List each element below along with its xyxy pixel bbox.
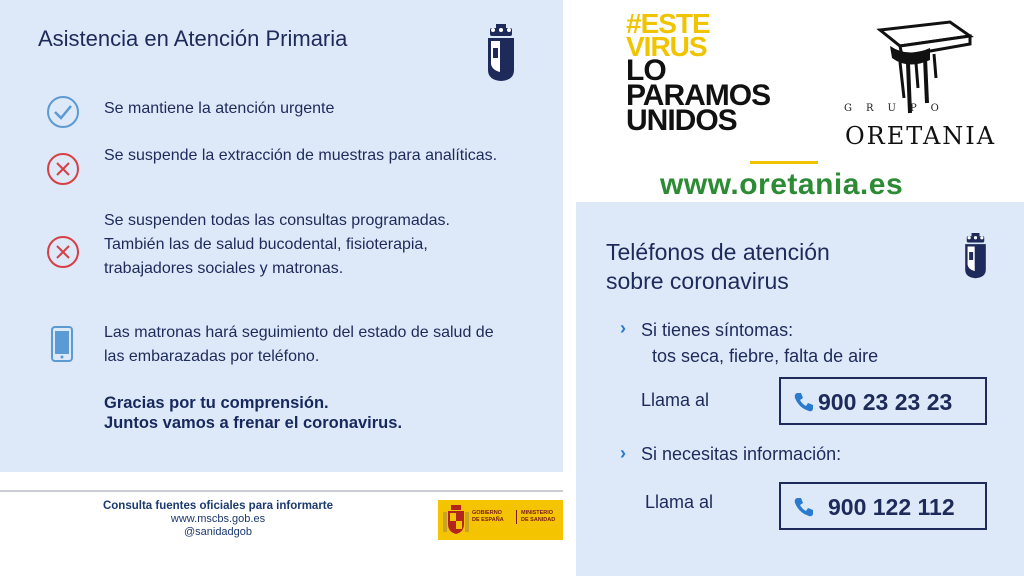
chevron-right-icon: › [620,318,626,338]
slogan-line: #ESTE [626,8,710,39]
footer-url[interactable]: www.mscbs.gob.es [170,513,266,525]
footer-handle[interactable]: @sanidadgob [183,526,253,538]
call-label: Llama al [645,492,714,512]
government-name [472,510,504,524]
slogan-line: VIRUS [626,31,707,62]
list-item: Se suspende la extracción de muestras para analíticas. [104,147,498,164]
panel-title [606,238,830,296]
accent-divider [750,161,818,164]
phone-number: 900 23 23 23 [818,389,953,415]
slogan-line: LO [626,54,666,87]
spain-coat-of-arms-icon [442,504,470,536]
grupo-label: GRUPO [844,103,953,114]
thanks-line: Gracias por tu comprensión. [104,394,329,412]
list-item: Se mantiene la atención urgente [104,100,335,117]
title-line: sobre coronavirus [606,268,789,294]
brand-name: ORETANIA [845,122,997,150]
ministry-line: MINISTERIO [521,510,554,516]
chevron-right-icon: › [620,443,626,463]
check-circle-icon [46,95,80,129]
symptoms-detail: tos seca, fiebre, falta de aire [652,346,879,366]
call-label: Llama al [641,390,710,410]
official-sources-footer [88,500,348,538]
symptoms-label: Si tienes síntomas: [641,320,794,340]
x-circle-icon [46,152,80,186]
ministry-name [516,510,555,524]
footer-title: Consulta fuentes oficiales para informarte [102,500,334,512]
info-label: Si necesitas información: [641,444,842,464]
thanks-message [104,393,402,433]
castilla-la-mancha-crest-icon [963,233,988,279]
website-link[interactable]: www.oretania.es [660,168,904,201]
phone-number-box[interactable] [779,482,987,530]
panel-title: Asistencia en Atención Primaria [38,26,348,51]
gov-line: DE ESPAÑA [472,517,504,523]
campaign-slogan [626,8,771,137]
phone-icon [793,496,815,518]
castilla-la-mancha-crest-icon [486,24,516,82]
government-of-spain-logo [438,500,563,540]
gov-line: GOBIERNO [472,510,502,516]
list-item: Se suspenden todas las consultas programadas. También las de salud bucodental, fisioterapia, trabajadores sociales y matronas. [104,212,450,277]
footer-divider [0,490,563,492]
phone-number-box[interactable] [779,377,987,425]
x-circle-icon [46,235,80,269]
slogan-line: UNIDOS [626,104,737,137]
phone-icon [793,391,815,413]
thanks-line: Juntos vamos a frenar el coronavirus. [104,414,403,432]
phone-number: 900 122 112 [828,494,955,520]
ministry-line: DE SANIDAD [521,517,556,523]
smartphone-icon [51,326,73,362]
slogan-line: PARAMOS [626,79,771,112]
title-line: Teléfonos de atención [606,239,830,265]
list-item: Las matronas hará seguimiento del estado de salud de las embarazadas por teléfono. [104,324,494,365]
